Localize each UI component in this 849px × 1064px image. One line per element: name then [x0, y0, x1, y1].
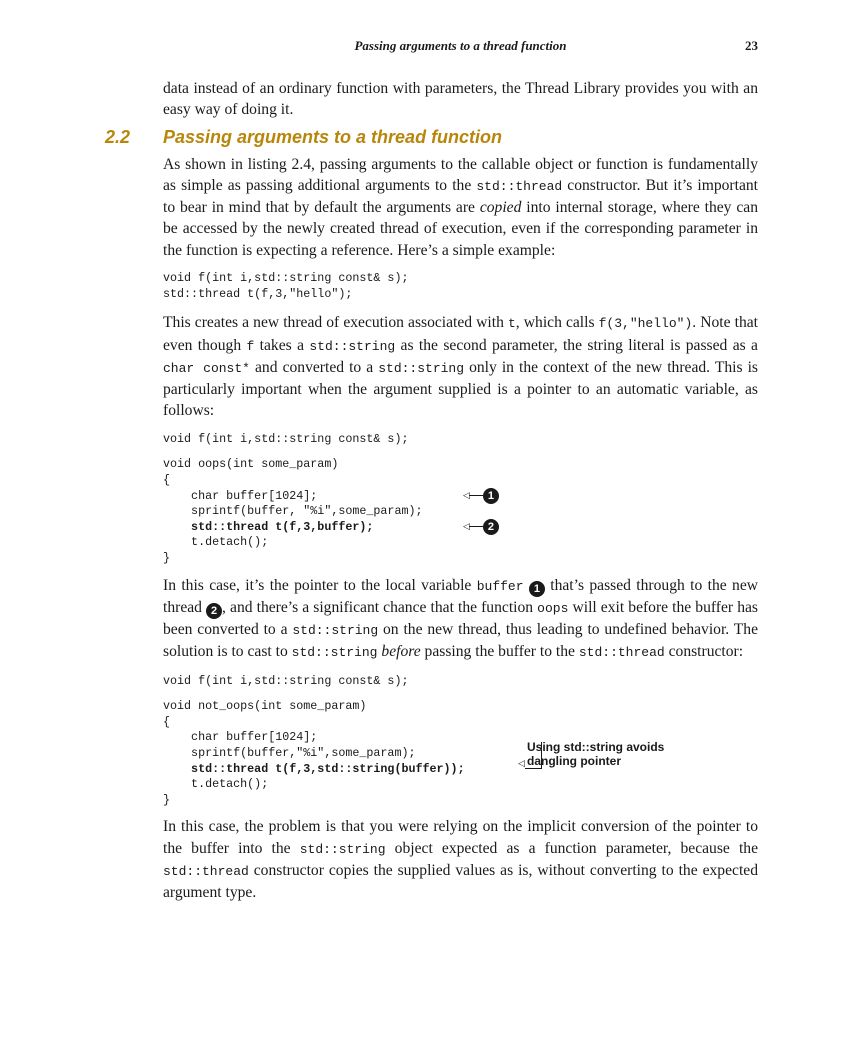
section-heading — [105, 126, 758, 151]
code-example-oops: void f(int i,std::string const& s); void oops(int some_param) { char buffer[1024]; sprintf(buffer, "%i",some_param); std::thread t(f,3,buffer); t.detach(); } ◁ 1 ◁ 2 — [163, 432, 758, 567]
page-header — [163, 38, 758, 58]
code-example-1: void f(int i,std::string const& s); std::thread t(f,3,"hello"); — [163, 271, 409, 301]
callout-arrow-2: ◁ 2 — [463, 519, 499, 535]
paragraph-intro: As shown in listing 2.4, passing arguments to the callable object or function is fundamentally as simple as passing additional arguments to the std::thread constructor. But it’s important to bear in mind that by default the arguments are copied into internal storage, where they can be accessed by the newly created thread of execution, even if the corresponding parameter in the function is expecting a reference. Here’s a simple example: — [163, 155, 758, 259]
code-example-not-oops: void f(int i,std::string const& s); void not_oops(int some_param) { char buffer[1024]; sprintf(buffer,"%i",some_param); std::thread t(f,3,std::string(buffer)); t.detach(); } ◁ Using std::string avoids dangling pointer — [163, 673, 665, 807]
page-number: 23 — [745, 38, 758, 53]
page-body — [105, 78, 759, 904]
paragraph-conclusion: In this case, the problem is that you were relying on the implicit conversion of the pointer to the buffer into the std::string object expected as a function parameter, because the std::thread constructor copies the supplied values as is, without converting to the expected argument type. — [163, 818, 759, 902]
code-annotation: Using std::string avoids dangling pointer — [527, 739, 665, 768]
running-title: Passing arguments to a thread function — [354, 38, 567, 53]
paragraph-problem: In this case, it’s the pointer to the local variable buffer 1 that’s passed through to the new thread 2 , and there’s a significant chance that the function oops will exit before the buffer has been converted to a std::string on the new thread, thus leading to undefined behavior. The solution is to cast to std::string before passing the buffer to the std::thread constructor: — [163, 576, 758, 661]
annotation-arrowhead: ◁ — [518, 758, 525, 769]
section-title: Passing arguments to a thread function — [163, 126, 503, 147]
paragraph-explanation: This creates a new thread of execution associated with t, which calls f(3,"hello"). Note that even though f takes a std::string as the second parameter, the string literal is passed as a char const* and converted to a std::string only in the context of the new thread. This is particularly important when the argument supplied is a pointer to an automatic variable, as follows: — [163, 314, 758, 420]
callout-marker-1: 1 — [483, 488, 499, 504]
section-number: 2.2 — [105, 126, 131, 147]
callout-arrow-1: ◁ 1 — [463, 488, 499, 504]
callout-marker-2: 2 — [483, 519, 499, 535]
paragraph-continuation: data instead of an ordinary function with parameters, the Thread Library provides you with an easy way of doing it. — [163, 80, 758, 119]
